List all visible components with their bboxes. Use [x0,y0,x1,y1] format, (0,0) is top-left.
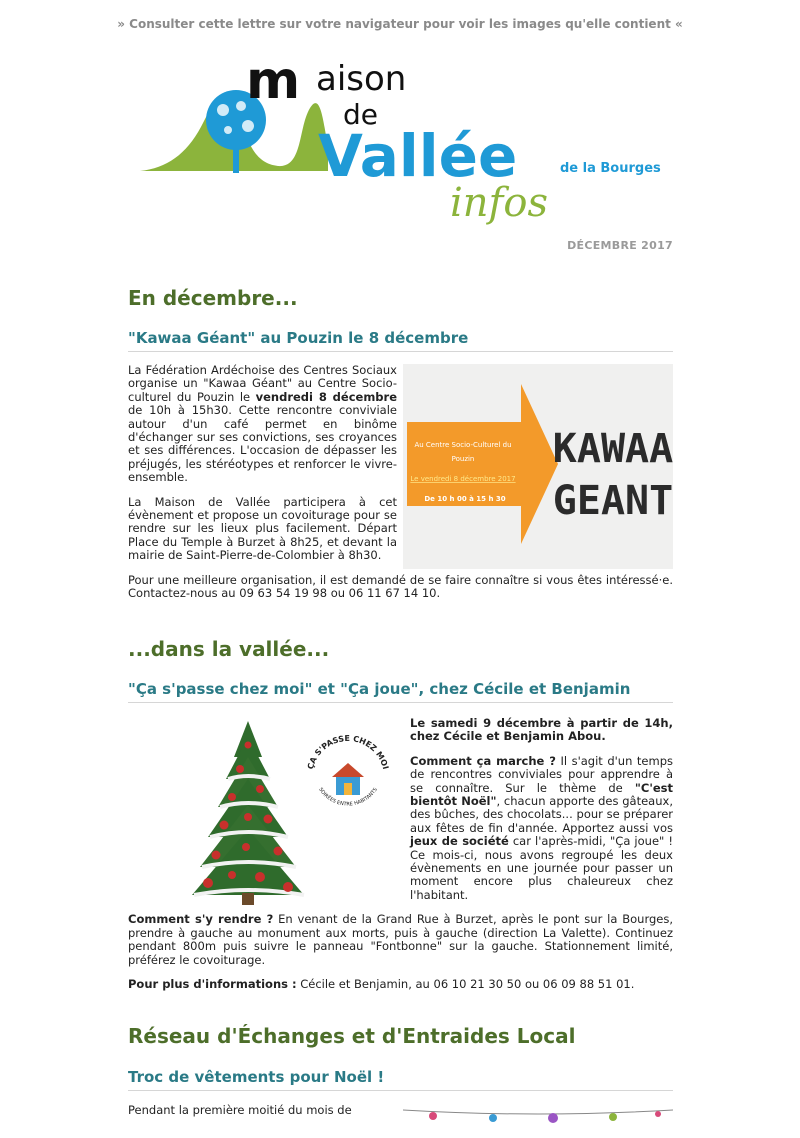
article-title: Troc de vêtements pour Noël ! [128,1068,673,1091]
section-december [128,286,673,310]
clothes-garland-image [403,1104,673,1134]
section-title: ...dans la vallée... [128,637,330,661]
section-title: Réseau d'Échanges et d'Entraides Local [128,1024,576,1048]
tree-trunk [242,893,254,905]
section-reseau [128,1024,673,1048]
article-title: "Kawaa Géant" au Pouzin le 8 décembre [128,329,673,352]
poster-text-kawaa: KAWAA [552,426,673,472]
article-troc [128,1068,673,1138]
article-title: "Ça s'passe chez moi" et "Ça joue", chez Cécile et Benjamin [128,680,673,703]
article-kawaa [128,329,673,612]
logo-word-bourges: de la Bourges [560,161,661,176]
logo-word-vallee: Vallée [318,122,518,190]
contact-info-paragraph: Pour plus d'informations : Cécile et Benjamin, au 06 10 21 30 50 ou 06 09 88 51 01. [128,976,635,991]
kawaa-paragraph-2: La Maison de Vallée participera à cet évènement et propose un covoiturage pour se rendre sur les lieux plus facilement. Départ Place du Temple à Burzet à 8h25, et devant la mairie de Saint-Pierre-de-Colombier à 8h30. [128,494,397,563]
ca-spasse-chez-moi-badge [304,733,392,821]
logo-m-letter: m [246,51,301,111]
how-it-works-paragraph: Comment ça marche ? Il s'agit d'un temps de rencontres conviviales pour apprendre à se connaître. Sur le thème de "C'est bientôt Noël", chacun apporte des gâteaux, des bûches, des chocolats... pour se préparer aux fêtes de fin d'année. Apportez aussi vos jeux de société car l'après-midi, "Ça joue" ! Ce mois-ci, nous avons regroupé les deux évènements en une journée pour passer un moment encore plus chaleureux chez l'habitant. [410,753,673,902]
badge-text-top: ÇA S'PASSE CHEZ MOI [305,733,391,771]
kawaa-paragraph-1: La Fédération Ardéchoise des Centres Sociaux organise un "Kawaa Géant" au Centre Socio-culturel du Pouzin le vendredi 8 décembre de 10h à 15h30. Cette rencontre conviviale autour d'un café permet en binôme d'échanger sur ses convictions, ses croyances et ses différences. L'occasion de dépasser les préjugés, les stéréotypes et renforcer le vivre-ensemble. [128,363,398,485]
logo-word-de: de [343,98,378,131]
poster-text-town: Pouzin [451,455,475,463]
section-valley [128,637,673,661]
badge-text-bottom: SOIRÉES ENTRE HABITANTS [317,786,379,808]
article-chez-moi [128,680,673,1002]
poster-text-date: Le vendredi 8 décembre 2017 [410,475,516,483]
maison-de-vallee-logo [138,48,668,238]
event-intro: Le samedi 9 décembre à partir de 14h, chez Cécile et Benjamin Abou. [410,716,673,744]
issue-date: DÉCEMBRE 2017 [567,239,673,252]
poster-text-venue: Au Centre Socio-Culturel du [414,441,512,449]
logo-word-maison: aison [316,59,407,99]
logo-word-infos: infos [450,180,548,226]
kawaa-geant-poster [403,364,673,569]
directions-paragraph: Comment s'y rendre ? En venant de la Grand Rue à Burzet, après le pont sur la Bourges, prendre à gauche au monument aux morts, puis à gauche (direction La Valette). Continuez pendant 800m puis suivre le panneau "Fontbonne" sur la gauche. Stationnement limité, préférez le covoiturage. [128,912,673,967]
view-in-browser-link[interactable]: » Consulter cette lettre sur votre navigateur pour voir les images qu'elle contient « [117,17,683,31]
section-title: En décembre... [128,286,298,310]
troc-paragraph-1: Pendant la première moitié du mois de [128,1103,352,1117]
kawaa-paragraph-3: Pour une meilleure organisation, il est demandé de se faire connaître si vous êtes intéressé·e. Contactez-nous au 09 63 54 19 98 ou 06 11 67 14 10. [128,572,673,601]
poster-text-hours: De 10 h 00 à 15 h 30 [424,495,506,503]
christmas-tree-image [128,717,398,909]
poster-text-geant: GEANT [552,478,673,524]
